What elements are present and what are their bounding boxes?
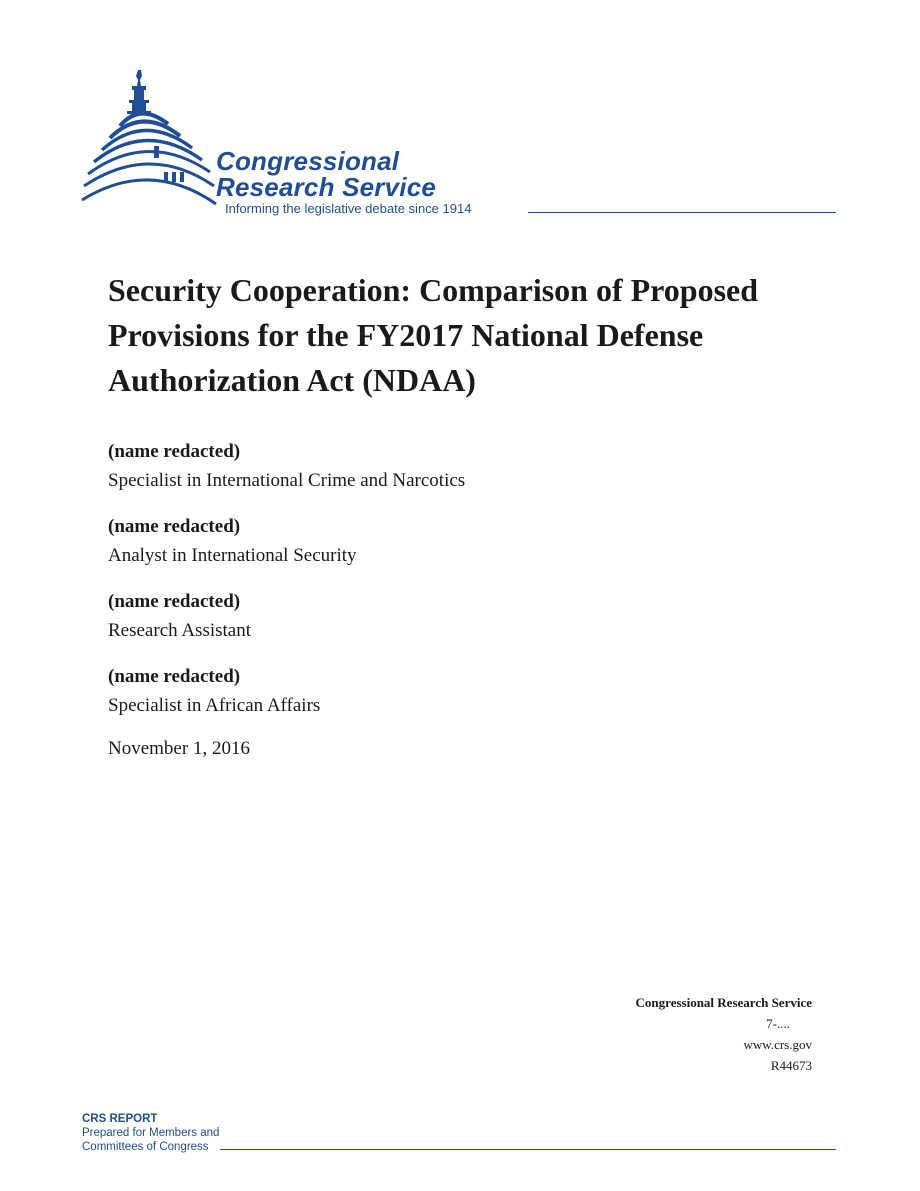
- author-name: (name redacted): [108, 591, 241, 612]
- brand-line-2: Research Service: [216, 172, 437, 202]
- author-role: Analyst in International Security: [108, 545, 357, 566]
- author-role: Research Assistant: [108, 620, 252, 641]
- brand-line-1: Congressional: [216, 146, 400, 176]
- author-block: [108, 587, 251, 645]
- author-name: (name redacted): [108, 666, 241, 687]
- report-number: 7-....: [766, 1016, 790, 1031]
- footer-rule: [220, 1149, 836, 1150]
- author-block: [108, 437, 465, 495]
- footer-line-3: Committees of Congress: [82, 1141, 209, 1153]
- footer-line-2: Prepared for Members and: [82, 1127, 220, 1139]
- author-name: (name redacted): [108, 516, 241, 537]
- document-date: November 1, 2016: [108, 738, 250, 759]
- publisher-block: [636, 992, 812, 1076]
- website-link[interactable]: www.crs.gov: [743, 1037, 812, 1052]
- capitol-dome-icon: [80, 66, 220, 216]
- author-role: Specialist in African Affairs: [108, 695, 321, 716]
- tagline-rule: [528, 212, 836, 213]
- report-id: R44673: [770, 1058, 812, 1073]
- author-name: (name redacted): [108, 441, 241, 462]
- author-block: [108, 512, 357, 570]
- footer-block: [82, 1112, 219, 1154]
- document-title: Security Cooperation: Comparison of Proposed Provisions for the FY2017 National Defense Authorization Act (NDAA): [108, 272, 759, 398]
- footer-title: CRS REPORT: [82, 1113, 158, 1125]
- publisher-name: Congressional Research Service: [635, 995, 812, 1010]
- crs-logo: [80, 66, 840, 222]
- tagline: Informing the legislative debate since 1914: [225, 201, 472, 216]
- author-role: Specialist in International Crime and Narcotics: [108, 470, 466, 491]
- author-block: [108, 662, 320, 720]
